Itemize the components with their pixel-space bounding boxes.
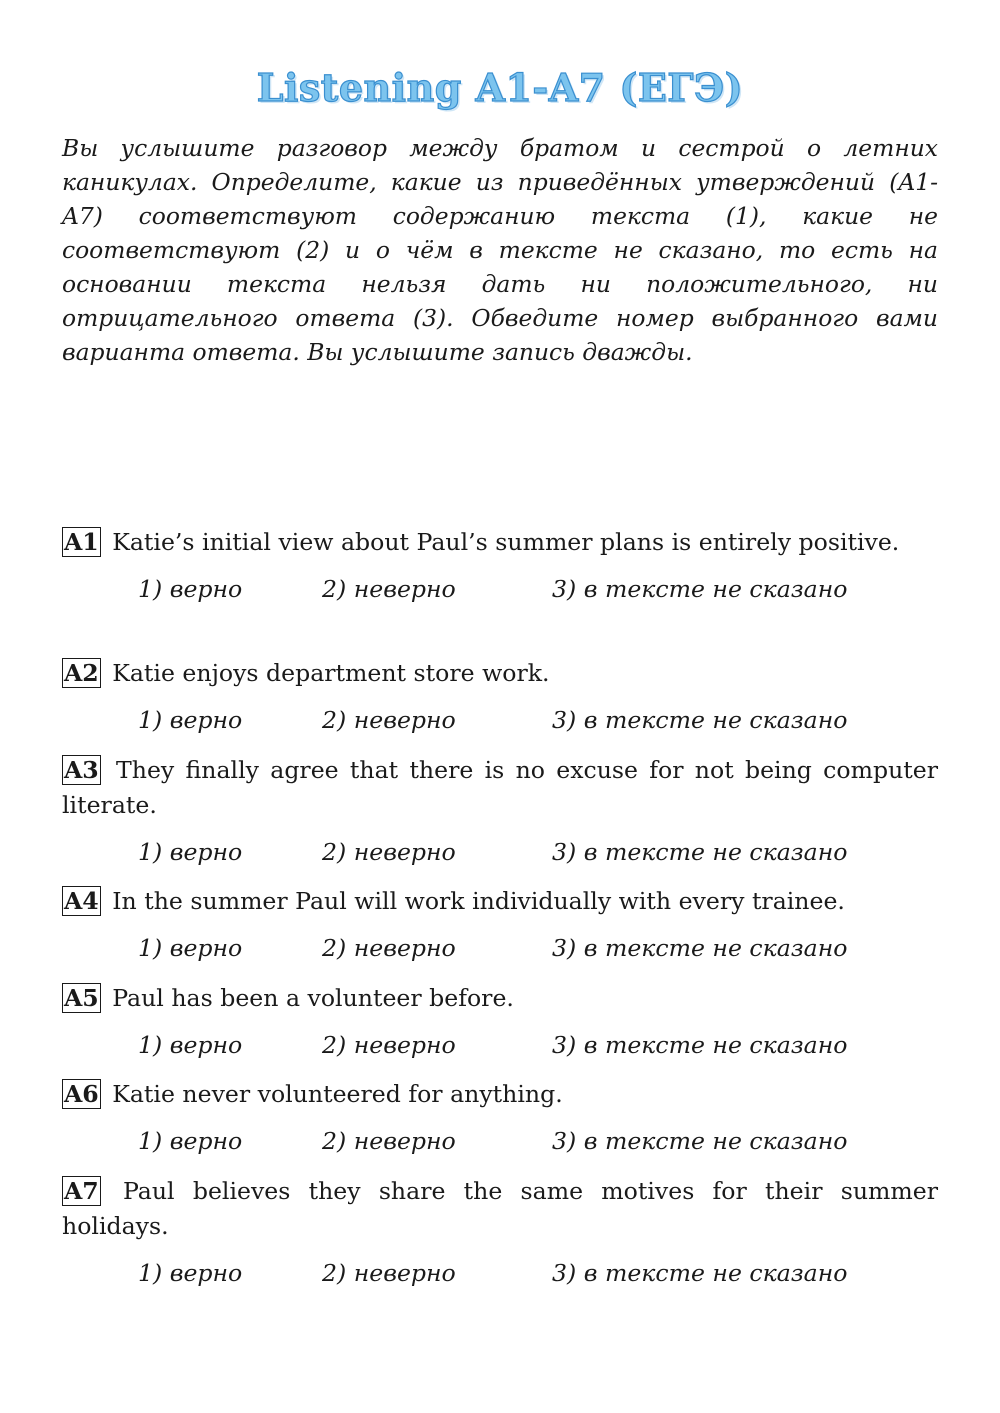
option-not-stated[interactable]: 3) в тексте не сказано xyxy=(552,1259,848,1287)
option-true[interactable]: 1) верно xyxy=(138,838,243,866)
answer-options xyxy=(62,1256,938,1291)
question-statement xyxy=(62,753,938,823)
question-a7 xyxy=(62,1174,938,1291)
option-false[interactable]: 2) неверно xyxy=(322,706,456,734)
question-a6 xyxy=(62,1077,938,1159)
question-number: A4 xyxy=(64,887,99,915)
answer-options xyxy=(62,835,938,870)
question-a1 xyxy=(62,525,938,607)
option-false[interactable]: 2) неверно xyxy=(322,934,456,962)
answer-options xyxy=(62,703,938,738)
option-not-stated[interactable]: 3) в тексте не сказано xyxy=(552,1127,848,1155)
option-false[interactable]: 2) неверно xyxy=(322,575,456,603)
question-a4 xyxy=(62,884,938,966)
question-a3 xyxy=(62,753,938,870)
question-a5 xyxy=(62,981,938,1063)
question-statement xyxy=(62,525,938,560)
instructions-text: Вы услышите разговор между братом и сестрой о летних каникулах. Определите, какие из приведённых утверждений (A1-A7) соответствуют содержанию текста (1), какие не соответствуют (2) и о чём в тексте не сказано, то есть на основании текста нельзя дать ни положительного, ни отрицательного ответа (3). Обведите номер выбранного вами варианта ответа. Вы услышите запись дважды. xyxy=(62,134,938,366)
answer-options xyxy=(62,1028,938,1063)
question-text: Paul believes they share the same motives for their summer holidays. xyxy=(62,1177,939,1240)
option-not-stated[interactable]: 3) в тексте не сказано xyxy=(552,575,848,603)
answer-options xyxy=(62,572,938,607)
option-true[interactable]: 1) верно xyxy=(138,934,243,962)
question-text: Katie never volunteered for anything. xyxy=(112,1080,563,1108)
question-text: They finally agree that there is no excuse for not being computer literate. xyxy=(62,756,938,819)
question-text: Paul has been a volunteer before. xyxy=(112,984,514,1012)
option-true[interactable]: 1) верно xyxy=(138,1031,243,1059)
option-false[interactable]: 2) неверно xyxy=(322,838,456,866)
question-statement xyxy=(62,884,938,919)
answer-options xyxy=(62,1124,938,1159)
question-number: A7 xyxy=(64,1177,99,1205)
question-text: Katie’s initial view about Paul’s summer plans is entirely positive. xyxy=(112,528,900,556)
answer-options xyxy=(62,931,938,966)
option-not-stated[interactable]: 3) в тексте не сказано xyxy=(552,706,848,734)
question-number: A5 xyxy=(64,984,99,1012)
page-title: Listening A1-A7 (ЕГЭ) xyxy=(256,65,744,110)
question-statement xyxy=(62,1077,938,1112)
option-true[interactable]: 1) верно xyxy=(138,1259,243,1287)
option-true[interactable]: 1) верно xyxy=(138,706,243,734)
option-true[interactable]: 1) верно xyxy=(138,1127,243,1155)
option-false[interactable]: 2) неверно xyxy=(322,1031,456,1059)
question-number: A3 xyxy=(64,756,99,784)
question-text: Katie enjoys department store work. xyxy=(112,659,550,687)
question-statement xyxy=(62,1174,938,1244)
option-true[interactable]: 1) верно xyxy=(138,575,243,603)
question-number: A2 xyxy=(64,659,99,687)
option-not-stated[interactable]: 3) в тексте не сказано xyxy=(552,934,848,962)
question-statement xyxy=(62,656,938,691)
question-text: In the summer Paul will work individually with every trainee. xyxy=(112,887,845,915)
option-not-stated[interactable]: 3) в тексте не сказано xyxy=(552,1031,848,1059)
option-false[interactable]: 2) неверно xyxy=(322,1127,456,1155)
option-not-stated[interactable]: 3) в тексте не сказано xyxy=(552,838,848,866)
question-number: A1 xyxy=(64,528,99,556)
question-number: A6 xyxy=(64,1080,99,1108)
question-a2 xyxy=(62,656,938,738)
question-statement xyxy=(62,981,938,1016)
option-false[interactable]: 2) неверно xyxy=(322,1259,456,1287)
